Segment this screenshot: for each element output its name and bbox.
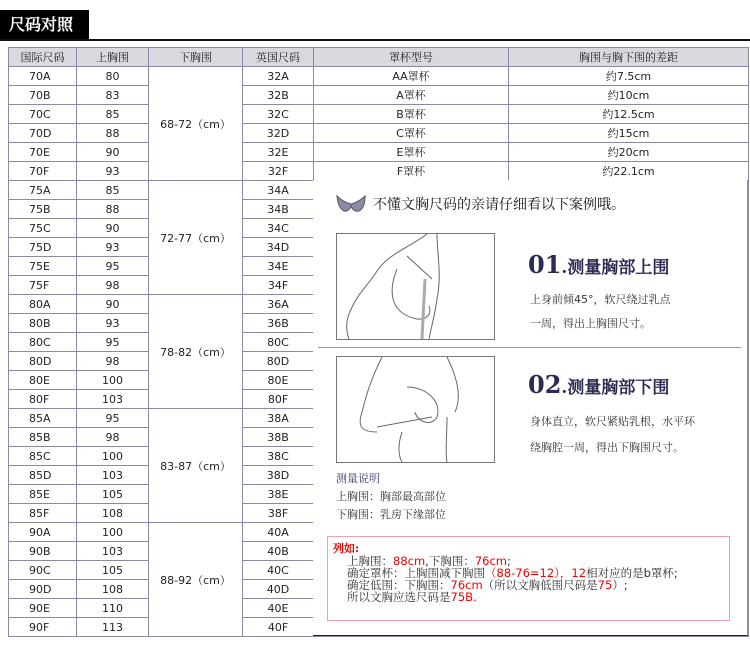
upper-bust-cell: 100 [77,523,149,542]
difference-cell: 约12.5cm [509,105,749,124]
upper-bust-cell: 110 [77,599,149,618]
upper-bust-cell: 88 [77,124,149,143]
upper-bust-cell: 85 [77,105,149,124]
upper-bust-cell: 85 [77,181,149,200]
header-uk-size: 英国尺码 [243,48,314,67]
step2-line1: 身体直立，软尺紧贴乳根，水平环 [530,415,695,428]
step2-heading [528,370,669,399]
intl-size-cell: 80F [9,390,77,409]
uk-size-cell: 32B [243,86,314,105]
upper-bust-cell: 105 [77,561,149,580]
difference-cell: 约7.5cm [509,67,749,86]
intl-size-cell: 75E [9,257,77,276]
step2-number: 02 [528,370,562,399]
upper-bust-cell: 108 [77,504,149,523]
intl-size-cell: 90B [9,542,77,561]
under-bust-cell: 88-92（cm） [149,523,243,637]
upper-bust-cell: 95 [77,409,149,428]
t: （88-76=12），12 [485,566,587,580]
upper-bust-cell: 90 [77,219,149,238]
upper-bust-cell: 103 [77,390,149,409]
measurement-guide-panel [313,180,748,636]
t: 上胸围： [347,554,393,568]
uk-size-cell: 80F [243,390,314,409]
section-divider [318,347,741,348]
uk-size-cell: 40D [243,580,314,599]
difference-cell: 约20cm [509,143,749,162]
upper-bust-cell: 93 [77,314,149,333]
uk-size-cell: 36B [243,314,314,333]
table-row [9,67,749,86]
uk-size-cell: 32A [243,67,314,86]
header-intl-size: 国际尺码 [9,48,77,67]
uk-size-cell: 40C [243,561,314,580]
uk-size-cell: 34B [243,200,314,219]
difference-cell: 约10cm [509,86,749,105]
t: 所以文胸应选尺码是 [347,590,451,604]
intl-size-cell: 70F [9,162,77,181]
notes-upper: 上胸围：胸部最高部位 [336,490,446,503]
difference-cell: 约22.1cm [509,162,749,181]
t: 76cm [450,578,483,592]
intl-size-cell: 70A [9,67,77,86]
uk-size-cell: 36A [243,295,314,314]
t: ,下胸围： [425,554,475,568]
t: 76cm [474,554,507,568]
upper-bust-cell: 88 [77,200,149,219]
intl-size-cell: 85C [9,447,77,466]
step2-line2: 绕胸腔一周，得出下胸围尺寸。 [530,441,684,454]
upper-bust-cell: 95 [77,257,149,276]
uk-size-cell: 80E [243,371,314,390]
uk-size-cell: 34E [243,257,314,276]
upper-bust-illustration [336,233,495,340]
t: 75B. [450,590,477,604]
step1-number: 01 [528,250,562,279]
upper-bust-cell: 90 [77,295,149,314]
cup-type-cell: AA罩杯 [314,67,509,86]
intl-size-cell: 90C [9,561,77,580]
intl-size-cell: 85D [9,466,77,485]
uk-size-cell: 34C [243,219,314,238]
under-bust-cell: 72-77（cm） [149,181,243,295]
guide-hint [335,194,625,214]
upper-bust-cell: 100 [77,447,149,466]
intl-size-cell: 90E [9,599,77,618]
uk-size-cell: 38C [243,447,314,466]
table-row [9,124,749,143]
example-box [327,536,730,621]
step1-line1: 上身前倾45°，软尺绕过乳点 [530,293,671,306]
t: 88cm [393,554,426,568]
uk-size-cell: 32E [243,143,314,162]
intl-size-cell: 80C [9,333,77,352]
intl-size-cell: 70B [9,86,77,105]
step1-heading [528,250,669,279]
intl-size-cell: 80D [9,352,77,371]
intl-size-cell: 80B [9,314,77,333]
upper-bust-cell: 103 [77,466,149,485]
t: （所以文胸低围尺码是 [482,578,598,592]
upper-bust-cell: 103 [77,542,149,561]
upper-bust-cell: 98 [77,276,149,295]
t: 相对应的是b罩杯; [586,566,678,580]
t: 75 [597,578,613,592]
intl-size-cell: 90D [9,580,77,599]
notes-title: 测量说明 [336,472,380,485]
uk-size-cell: 32F [243,162,314,181]
uk-size-cell: 38B [243,428,314,447]
intl-size-cell: 75C [9,219,77,238]
intl-size-cell: 70C [9,105,77,124]
upper-bust-cell: 98 [77,352,149,371]
uk-size-cell: 32C [243,105,314,124]
bra-icon [335,194,367,214]
step1-line2: 一周，得出上胸围尺寸。 [530,317,651,330]
uk-size-cell: 80D [243,352,314,371]
t: ）; [612,578,628,592]
intl-size-cell: 75A [9,181,77,200]
t: 确定低围：下胸围： [347,578,451,592]
step2-title: .测量胸部下围 [561,378,670,398]
upper-bust-cell: 80 [77,67,149,86]
example-line4 [333,591,729,603]
uk-size-cell: 40E [243,599,314,618]
intl-size-cell: 90A [9,523,77,542]
header-cup-type: 罩杯型号 [314,48,509,67]
example-label: 列如: [333,542,360,555]
cup-type-cell: A罩杯 [314,86,509,105]
cup-type-cell: B罩杯 [314,105,509,124]
cup-type-cell: F罩杯 [314,162,509,181]
uk-size-cell: 32D [243,124,314,143]
hint-text: 不懂文胸尺码的亲请仔细看以下案例哦。 [373,197,625,213]
table-row [9,143,749,162]
step1-title: .测量胸部上围 [561,258,670,278]
upper-bust-cell: 113 [77,618,149,637]
uk-size-cell: 38D [243,466,314,485]
upper-bust-cell: 93 [77,238,149,257]
upper-bust-cell: 105 [77,485,149,504]
uk-size-cell: 80C [243,333,314,352]
uk-size-cell: 34D [243,238,314,257]
table-row [9,105,749,124]
cup-type-cell: E罩杯 [314,143,509,162]
upper-bust-cell: 93 [77,162,149,181]
intl-size-cell: 85F [9,504,77,523]
intl-size-cell: 75F [9,276,77,295]
upper-bust-cell: 98 [77,428,149,447]
table-row [9,162,749,181]
cup-type-cell: C罩杯 [314,124,509,143]
measurement-notes [336,470,446,524]
uk-size-cell: 40B [243,542,314,561]
intl-size-cell: 85E [9,485,77,504]
title-divider [0,39,750,41]
header-under-bust: 下胸围 [149,48,243,67]
t: ; [507,554,511,568]
upper-bust-cell: 95 [77,333,149,352]
header-difference: 胸围与胸下围的差距 [509,48,749,67]
intl-size-cell: 80A [9,295,77,314]
step1-description [530,288,671,336]
under-bust-cell: 68-72（cm） [149,67,243,181]
upper-bust-cell: 90 [77,143,149,162]
upper-bust-cell: 100 [77,371,149,390]
intl-size-cell: 70E [9,143,77,162]
intl-size-cell: 85A [9,409,77,428]
under-bust-illustration [336,356,495,463]
uk-size-cell: 34A [243,181,314,200]
header-upper-bust: 上胸围 [77,48,149,67]
uk-size-cell: 38A [243,409,314,428]
uk-size-cell: 38E [243,485,314,504]
intl-size-cell: 75B [9,200,77,219]
t: 确定罩杯：上胸围减下胸围 [347,566,485,580]
upper-bust-cell: 108 [77,580,149,599]
under-bust-cell: 83-87（cm） [149,409,243,523]
difference-cell: 约15cm [509,124,749,143]
intl-size-cell: 85B [9,428,77,447]
under-bust-cell: 78-82（cm） [149,295,243,409]
intl-size-cell: 90F [9,618,77,637]
uk-size-cell: 38F [243,504,314,523]
intl-size-cell: 80E [9,371,77,390]
upper-bust-cell: 83 [77,86,149,105]
step2-description [530,409,695,461]
table-row [9,86,749,105]
uk-size-cell: 34F [243,276,314,295]
intl-size-cell: 75D [9,238,77,257]
table-header-row [9,48,749,67]
intl-size-cell: 70D [9,124,77,143]
notes-lower: 下胸围：乳房下缘部位 [336,508,446,521]
uk-size-cell: 40A [243,523,314,542]
section-title: 尺码对照 [0,10,89,39]
uk-size-cell: 40F [243,618,314,637]
